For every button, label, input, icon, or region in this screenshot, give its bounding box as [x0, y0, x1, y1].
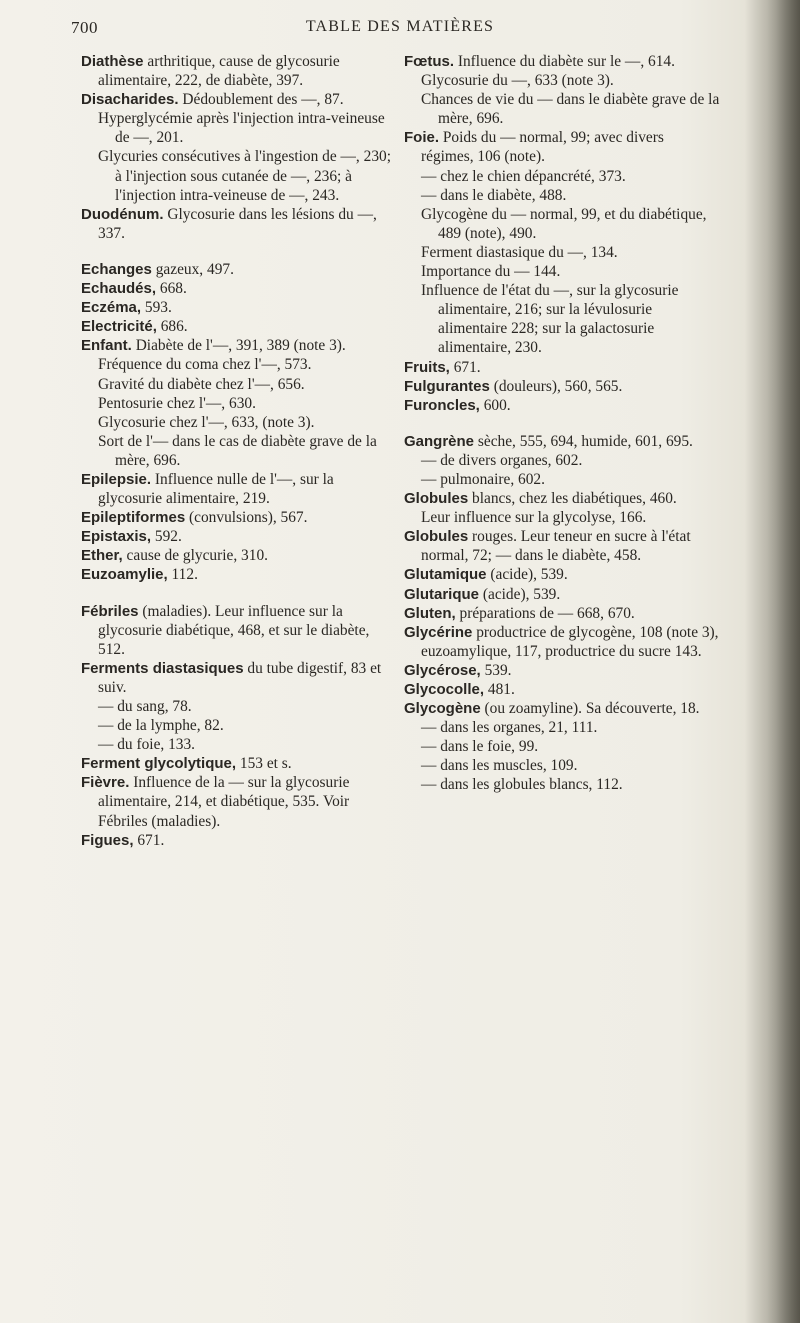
- index-term: Fébriles: [81, 602, 139, 620]
- index-text: préparations de — 668, 670.: [455, 604, 635, 622]
- index-entry: [404, 585, 720, 604]
- index-text: gazeux, 497.: [151, 260, 234, 278]
- page-header: [0, 18, 800, 40]
- index-text: (ou zoamyline). Sa découverte, 18.: [480, 700, 700, 718]
- index-term: Fièvre.: [81, 774, 130, 792]
- index-term: Fulgurantes: [404, 377, 490, 395]
- index-entry: [81, 773, 397, 830]
- index-text: 593.: [141, 299, 172, 317]
- index-text: 671.: [133, 831, 165, 849]
- index-text: (acide), 539.: [479, 585, 561, 603]
- index-text: Dédoublement des —, 87.: [178, 91, 344, 109]
- page-edge-shadow: [745, 0, 800, 1323]
- index-entry: [404, 604, 720, 623]
- index-term: Gluten,: [404, 604, 456, 622]
- index-entry: [81, 317, 397, 336]
- index-entry: [81, 336, 397, 470]
- index-text: cause de glycurie, 310.: [122, 547, 268, 565]
- index-entry: [81, 546, 397, 565]
- index-column-left: [81, 52, 397, 850]
- index-term: Glycérose,: [404, 661, 481, 679]
- index-subentry: — dans les organes, 21, 111.: [421, 719, 598, 737]
- index-term: Ferment glycolytique,: [81, 755, 237, 773]
- running-title: TABLE DES MATIÈRES: [305, 18, 495, 35]
- index-term: Epistaxis,: [81, 528, 152, 546]
- index-text: Glycosurie dans les lésions du —, 337.: [98, 205, 377, 242]
- index-entry: [404, 699, 720, 794]
- index-term: Globules: [404, 528, 469, 546]
- index-text: blancs, chez les diabétiques, 460.: [468, 490, 677, 508]
- index-entry: [81, 508, 397, 527]
- index-text: 112.: [167, 566, 198, 584]
- index-term: Euzoamylie,: [81, 566, 168, 584]
- index-subentry: Pentosurie chez l'—, 630.: [98, 394, 256, 412]
- index-entry: [81, 260, 397, 279]
- index-entry: [404, 358, 720, 377]
- index-subentry: — dans les muscles, 109.: [421, 757, 578, 775]
- index-subentry: Fréquence du coma chez l'—, 573.: [98, 356, 312, 374]
- index-subentry: Influence de l'état du —, sur la glycosurie alimentaire, 216; sur la lévulosurie alimentaire 228; sur la galactosurie alimentaire, 230.: [421, 282, 679, 357]
- index-text: 600.: [479, 396, 511, 414]
- index-subentry: — du foie, 133.: [98, 736, 196, 754]
- index-term: Diathèse: [81, 53, 144, 70]
- index-entry: [404, 432, 720, 489]
- index-term: Foie.: [404, 129, 440, 147]
- index-subentry: — du sang, 78.: [98, 698, 192, 715]
- index-entry: [81, 602, 397, 659]
- index-subentry: — pulmonaire, 602.: [421, 470, 545, 488]
- index-subentry: — de la lymphe, 82.: [98, 717, 224, 735]
- index-term: Ether,: [81, 547, 123, 565]
- index-text: sèche, 555, 694, humide, 601, 695.: [474, 432, 693, 450]
- index-term: Figues,: [81, 831, 134, 849]
- index-term: Glycocolle,: [404, 681, 485, 698]
- index-entry: [81, 659, 397, 754]
- index-text: Influence du diabète sur le —, 614.: [454, 53, 675, 70]
- index-entry: [404, 661, 720, 680]
- index-subentry: Glycuries consécutives à l'ingestion de —, 230; à l'injection sous cutanée de —, 236; à l'injection intra-veineuse de —, 243.: [98, 148, 391, 204]
- index-entry: [81, 205, 397, 243]
- index-column-right: [404, 52, 720, 795]
- index-subentry: Gravité du diabète chez l'—, 656.: [98, 375, 305, 393]
- index-term: Epileptiformes: [81, 509, 186, 527]
- index-term: Furoncles,: [404, 396, 480, 414]
- index-text: 671.: [449, 358, 481, 376]
- index-entry: [81, 754, 397, 773]
- index-term: Glutarique: [404, 585, 480, 603]
- index-term: Gangrène: [404, 432, 475, 450]
- index-term: Fruits,: [404, 358, 450, 376]
- index-entry: [81, 470, 397, 508]
- index-text: 668.: [156, 280, 187, 298]
- index-subentry: — dans le foie, 99.: [421, 738, 539, 756]
- index-entry: [404, 489, 720, 527]
- index-term: Fœtus.: [404, 53, 454, 70]
- index-subentry: Importance du — 144.: [421, 263, 561, 281]
- index-entry: [81, 565, 397, 584]
- index-subentry: — chez le chien dépancrété, 373.: [421, 167, 626, 185]
- index-text: Poids du — normal, 99; avec divers régimes, 106 (note).: [421, 129, 664, 166]
- index-entry: [81, 527, 397, 546]
- index-entry: [81, 831, 397, 850]
- index-term: Glutamique: [404, 566, 487, 584]
- index-text: productrice de glycogène, 108 (note 3), euzoamylique, 117, productrice du sucre 143.: [421, 623, 719, 660]
- index-subentry: Glycogène du — normal, 99, et du diabétique, 489 (note), 490.: [421, 205, 707, 242]
- index-term: Eczéma,: [81, 299, 142, 317]
- index-term: Glycérine: [404, 623, 473, 641]
- index-entry: [404, 52, 720, 128]
- index-text: Influence de la — sur la glycosurie alimentaire, 214, et diabétique, 535. Voir Fébriles (maladies).: [98, 774, 350, 830]
- index-entry: [81, 298, 397, 317]
- index-entry: [404, 623, 720, 661]
- index-text: 686.: [156, 318, 188, 336]
- index-entry: [404, 680, 720, 699]
- index-entry: [404, 128, 720, 357]
- index-subentry: Glycosurie du —, 633 (note 3).: [421, 72, 614, 90]
- index-subentry: Hyperglycémie après l'injection intra-veineuse de —, 201.: [98, 110, 385, 147]
- index-term: Electricité,: [81, 318, 157, 336]
- index-term: Echanges: [81, 260, 152, 278]
- index-subentry: Glycosurie chez l'—, 633, (note 3).: [98, 413, 315, 431]
- index-text: (maladies). Leur influence sur la glycosurie diabétique, 468, et sur le diabète, 512.: [98, 602, 370, 658]
- index-term: Epilepsie.: [81, 470, 152, 488]
- index-term: Ferments diastasiques: [81, 659, 244, 677]
- index-entry: [404, 527, 720, 565]
- index-text: 539.: [480, 661, 512, 679]
- index-entry: [81, 52, 397, 90]
- index-text: 481.: [484, 681, 515, 698]
- index-text: Influence nulle de l'—, sur la glycosurie alimentaire, 219.: [98, 470, 334, 508]
- index-text: 592.: [151, 528, 182, 546]
- index-text: (acide), 539.: [486, 566, 568, 584]
- index-text: 153 et s.: [236, 755, 292, 773]
- page-number: 700: [71, 18, 98, 37]
- index-term: Enfant.: [81, 337, 132, 355]
- index-term: Globules: [404, 490, 469, 508]
- index-subentry: Sort de l'— dans le cas de diabète grave de la mère, 696.: [98, 432, 377, 469]
- index-text: arthritique, cause de glycosurie alimentaire, 222, de diabète, 397.: [98, 53, 340, 90]
- index-term: Echaudés,: [81, 280, 157, 298]
- index-term: Disacharides.: [81, 91, 179, 109]
- index-text: (convulsions), 567.: [185, 509, 308, 527]
- index-text: Diabète de l'—, 391, 389 (note 3).: [131, 337, 346, 355]
- index-subentry: — de divers organes, 602.: [421, 451, 583, 469]
- index-entry: [404, 396, 720, 415]
- index-text: rouges. Leur teneur en sucre à l'état normal, 72; — dans le diabète, 458.: [421, 528, 691, 565]
- index-text: (douleurs), 560, 565.: [489, 377, 623, 395]
- index-subentry: Ferment diastasique du —, 134.: [421, 243, 618, 261]
- index-text: du tube digestif, 83 et suiv.: [98, 659, 382, 696]
- index-subentry: Leur influence sur la glycolyse, 166.: [421, 509, 647, 527]
- index-entry: [81, 90, 397, 205]
- index-subentry: — dans le diabète, 488.: [421, 186, 567, 204]
- index-entry: [81, 279, 397, 298]
- index-subentry: Chances de vie du — dans le diabète grave de la mère, 696.: [421, 91, 720, 128]
- index-term: Glycogène: [404, 700, 481, 718]
- index-subentry: — dans les globules blancs, 112.: [421, 776, 623, 794]
- index-entry: [404, 377, 720, 396]
- index-entry: [404, 565, 720, 584]
- index-term: Duodénum.: [81, 205, 164, 223]
